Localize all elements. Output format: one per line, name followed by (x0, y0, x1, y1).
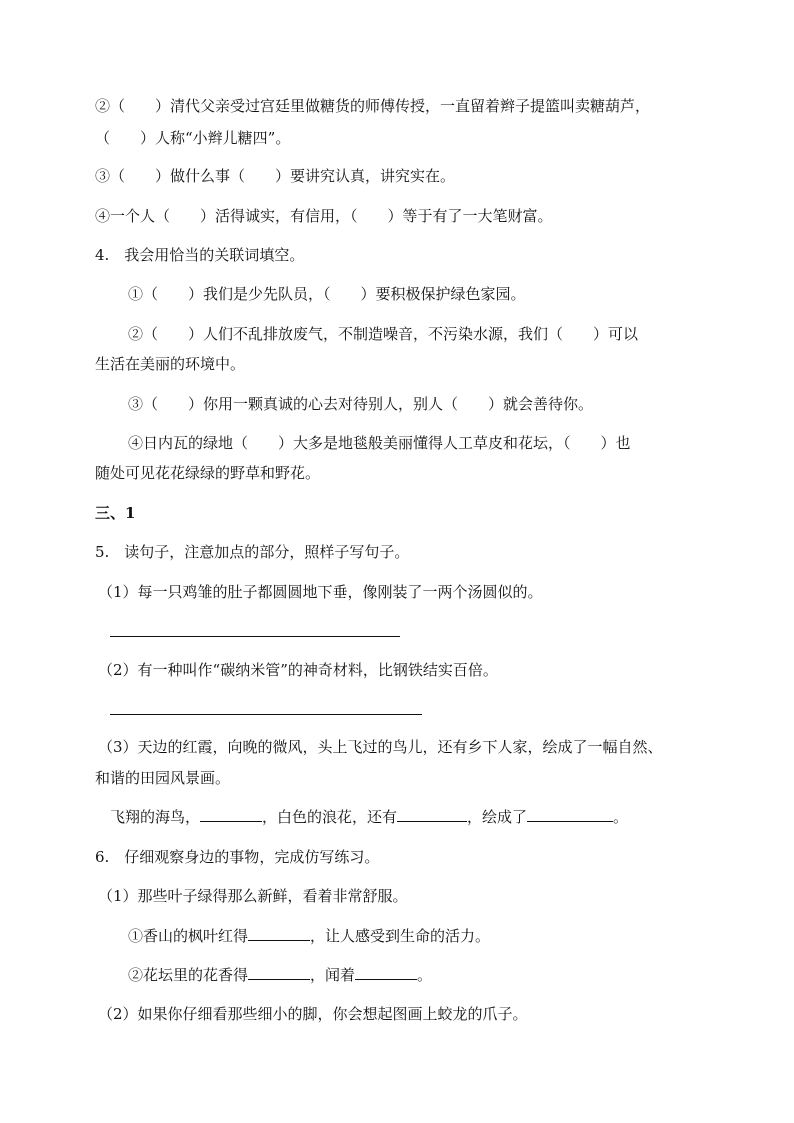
q5-fill-text-b: ，白色的浪花，还有 (262, 808, 398, 826)
q5-blank-3[interactable] (527, 807, 613, 822)
q6-item2-text-a: ②花坛里的花香得 (128, 966, 249, 984)
section-heading: 三、1 (95, 504, 136, 522)
q4-item4-line1: ④日内瓦的绿地（ ）大多是地毯般美丽懂得人工草皮和花坛，（ ）也 (128, 434, 631, 452)
q5-answer-line-1[interactable] (110, 636, 400, 637)
q5-title: 5. 读句子，注意加点的部分，照样子写句子。 (95, 543, 410, 561)
q6-item1-text-a: ①香山的枫叶红得 (128, 927, 249, 945)
q6-sentence2: （2）如果你仔细看那些细小的脚，你会想起图画上蛟龙的爪子。 (98, 1005, 528, 1023)
q5-blank-2[interactable] (397, 807, 467, 822)
q4-item4-line2: 随处可见花花绿绿的野草和野花。 (95, 464, 321, 482)
q6-sentence1: （1）那些叶子绿得那么新鲜，看着非常舒服。 (98, 887, 408, 905)
q5-fill-text-c: ，绘成了 (467, 808, 528, 826)
q6-item1 (0, 926, 794, 946)
q5-sentence3-line1: （3）天边的红霞，向晚的微风，头上飞过的鸟儿，还有乡下人家，绘成了一幅自然、 (98, 738, 663, 756)
q5-fill-text-a: 飞翔的海鸟， (110, 808, 201, 826)
q5-fill-line (0, 807, 794, 827)
q5-sentence3-line2: 和谐的田园风景画。 (95, 769, 231, 787)
q3-item2-line1: ②（ ）清代父亲受过宫廷里做糖货的师傅传授，一直留着辫子提篮叫卖糖葫芦， (95, 97, 651, 115)
q5-blank-1[interactable] (200, 807, 262, 822)
q4-item3: ③（ ）你用一颗真诚的心去对待别人，别人（ ）就会善待你。 (128, 395, 594, 413)
q6-blank-2[interactable] (248, 965, 310, 980)
q6-item2-text-b: ，闻着 (310, 966, 356, 984)
q6-item2-text-c: 。 (417, 966, 433, 984)
q5-sentence2: （2）有一种叫作“碳纳米管”的神奇材料，比钢铁结实百倍。 (98, 661, 498, 679)
q4-title: 4. 我会用恰当的关联词填空。 (95, 246, 305, 264)
q6-blank-3[interactable] (355, 965, 417, 980)
q4-item2-line1: ②（ ）人们不乱排放废气，不制造噪音，不污染水源，我们（ ）可以 (128, 325, 639, 343)
q5-fill-text-d: 。 (613, 808, 629, 826)
q5-sentence1: （1）每一只鸡雏的肚子都圆圆地下垂，像刚装了一两个汤圆似的。 (98, 583, 543, 601)
q6-item1-text-b: ，让人感受到生命的活力。 (310, 927, 491, 945)
q6-title: 6. 仔细观察身边的事物，完成仿写练习。 (95, 848, 380, 866)
q4-item1: ①（ ）我们是少先队员，（ ）要积极保护绿色家园。 (128, 285, 526, 303)
q4-item2-line2: 生活在美丽的环境中。 (95, 355, 246, 373)
q3-item2-line2: （ ）人称“小辫儿糖四”。 (95, 129, 291, 147)
q6-blank-1[interactable] (248, 926, 310, 941)
q5-answer-line-2[interactable] (110, 714, 422, 715)
q3-item4: ④一个人（ ）活得诚实，有信用，（ ）等于有了一大笔财富。 (95, 207, 553, 225)
q3-item3: ③（ ）做什么事（ ）要讲究认真，讲究实在。 (95, 167, 456, 185)
q6-item2 (0, 965, 794, 985)
